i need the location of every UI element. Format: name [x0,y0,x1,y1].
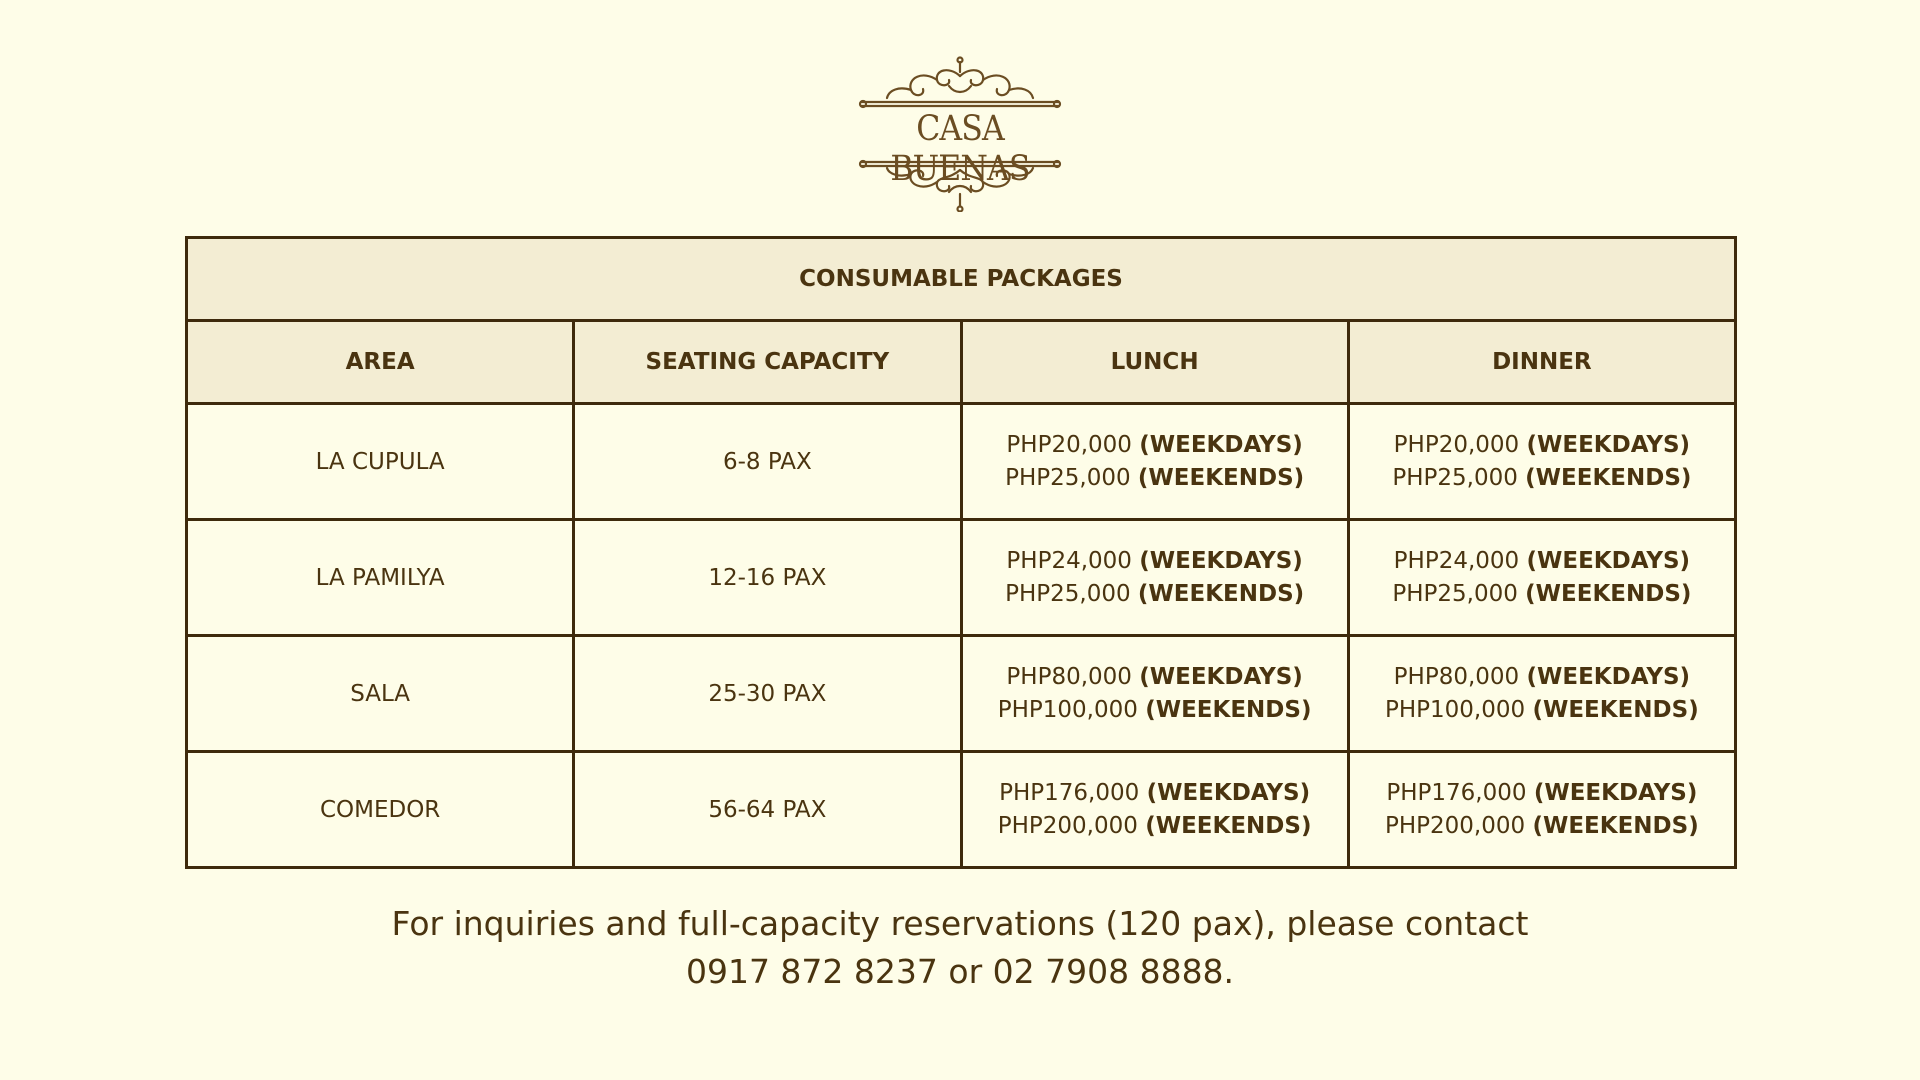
price-value: PHP200,000 [1385,812,1526,839]
price-period: (WEEKDAYS) [1526,663,1691,690]
price-period: (WEEKDAYS) [1139,663,1303,690]
weekday-price-line [1350,429,1734,462]
contact-footer [0,900,1920,996]
capacity-cell: 6-8 PAX [574,404,961,520]
price-period: (WEEKENDS) [1137,580,1305,607]
weekend-price-line [1350,578,1734,611]
dinner-price-cell [1348,520,1735,636]
price-value: PHP25,000 [1005,464,1131,491]
lunch-price-cell [961,752,1348,868]
price-period: (WEEKDAYS) [1139,431,1303,458]
weekend-price-line [963,462,1347,495]
column-header-dinner: DINNER [1348,321,1735,404]
price-period: (WEEKDAYS) [1526,547,1691,574]
price-period: (WEEKENDS) [1525,464,1692,491]
price-period: (WEEKENDS) [1145,696,1312,723]
weekday-price-line [1350,661,1734,694]
price-value: PHP24,000 [1006,547,1132,574]
weekday-price-line [963,429,1347,462]
area-cell: COMEDOR [187,752,574,868]
column-header-seating-capacity: SEATING CAPACITY [574,321,961,404]
price-value: PHP20,000 [1006,431,1132,458]
dinner-price-cell [1348,636,1735,752]
capacity-cell: 25-30 PAX [574,636,961,752]
dinner-price-cell [1348,752,1735,868]
weekday-price-line [1350,545,1734,578]
area-cell: LA CUPULA [187,404,574,520]
price-value: PHP100,000 [1385,696,1526,723]
lunch-price-cell [961,520,1348,636]
weekday-price-line [963,661,1347,694]
weekday-price-line [963,545,1347,578]
price-value: PHP25,000 [1005,580,1131,607]
price-period: (WEEKENDS) [1532,696,1699,723]
price-value: PHP100,000 [997,696,1138,723]
weekend-price-line [963,578,1347,611]
lunch-price-cell [961,636,1348,752]
price-value: PHP80,000 [1393,663,1520,690]
price-value: PHP24,000 [1393,547,1520,574]
contact-text: For inquiries and full-capacity reservations (120 pax), please contact [391,904,1529,943]
price-period: (WEEKENDS) [1525,580,1692,607]
logo-wordmark: CASA BUENAS [890,109,1030,189]
price-period: (WEEKENDS) [1145,812,1312,839]
price-period: (WEEKDAYS) [1139,547,1303,574]
price-period: (WEEKENDS) [1137,464,1305,491]
table-row [187,520,1736,636]
table-title-row [187,238,1736,321]
weekend-price-line [1350,694,1734,727]
table-row [187,752,1736,868]
price-period: (WEEKDAYS) [1533,779,1698,806]
price-value: PHP176,000 [999,779,1140,806]
weekday-price-line [963,777,1347,810]
lunch-price-cell [961,404,1348,520]
column-header-lunch: LUNCH [961,321,1348,404]
capacity-cell: 56-64 PAX [574,752,961,868]
table-header-row [187,321,1736,404]
dinner-price-cell [1348,404,1735,520]
consumable-packages-table [185,236,1737,869]
price-value: PHP176,000 [1386,779,1527,806]
table-row [187,404,1736,520]
table-title: CONSUMABLE PACKAGES [187,238,1736,321]
price-value: PHP80,000 [1006,663,1132,690]
price-value: PHP25,000 [1392,464,1518,491]
price-period: (WEEKDAYS) [1146,779,1311,806]
price-value: PHP25,000 [1392,580,1518,607]
capacity-cell: 12-16 PAX [574,520,961,636]
weekend-price-line [1350,462,1734,495]
price-period: (WEEKDAYS) [1526,431,1691,458]
weekday-price-line [1350,777,1734,810]
column-header-area: AREA [187,321,574,404]
area-cell: SALA [187,636,574,752]
contact-phone-numbers: 0917 872 8237 or 02 7908 8888. [685,952,1235,991]
price-period: (WEEKENDS) [1532,812,1699,839]
area-cell: LA PAMILYA [187,520,574,636]
price-value: PHP200,000 [997,812,1138,839]
price-value: PHP20,000 [1393,431,1520,458]
weekend-price-line [963,694,1347,727]
weekend-price-line [963,810,1347,843]
weekend-price-line [1350,810,1734,843]
casa-buenas-logo [857,56,1063,212]
table-row [187,636,1736,752]
